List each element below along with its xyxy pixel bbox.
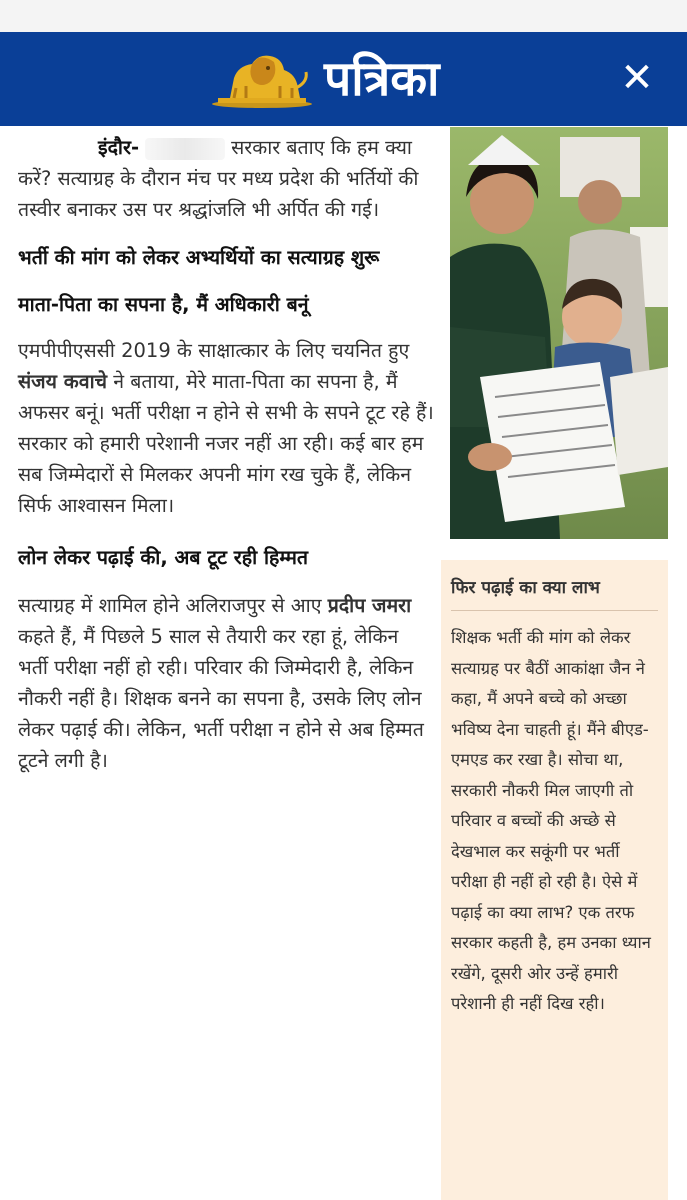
brand-logo xyxy=(208,44,440,114)
subheading-1: भर्ती की मांग को लेकर अभ्यर्थियों का सत्याग्रह शुरू xyxy=(18,246,380,269)
paragraph-3-text-b: कहते हैं, मैं पिछले 5 साल से तैयारी कर रहा हूं, लेकिन भर्ती परीक्षा नहीं हो रही। परिवार की जिम्मेदारी है, लेकिन नौकरी नहीं है। शिक्षक बनने का सपना है, उसके लिए लोन लेकर पढ़ाई की। लेकिन, भर्ती परीक्षा न होने से अब हिम्मत टूटने लगी है। xyxy=(18,625,424,772)
paragraph-2 xyxy=(18,335,434,521)
person-name-2: प्रदीप जमरा xyxy=(327,594,412,617)
app-header xyxy=(0,32,687,126)
status-strip xyxy=(0,0,687,32)
dateline-city: इंदौर- xyxy=(98,136,140,159)
news-photo xyxy=(450,127,668,539)
paragraph-3 xyxy=(18,590,434,776)
paragraph-3-text-a: सत्याग्रह में शामिल होने अलिराजपुर से आए xyxy=(18,594,322,617)
paragraph-2-text-b: ने बताया, मेरे माता-पिता का सपना है, मैं अफसर बनूं। भर्ती परीक्षा न होने से सभी के सपने टूट रहे हैं। सरकार को हमारी परेशानी नजर नहीं आ रही। कई बार हम सब जिम्मेदारों से मिलकर अपनी मांग रख चुके हैं, लेकिन सिर्फ आश्वासन मिला। xyxy=(18,370,434,517)
sidebar-title: फिर पढ़ाई का क्या लाभ xyxy=(451,578,600,598)
sidebar-divider xyxy=(451,610,658,611)
article-body xyxy=(18,132,434,776)
sidebar-box xyxy=(441,560,668,1200)
subheading-2: माता-पिता का सपना है, मैं अधिकारी बनूं xyxy=(18,293,309,316)
lion-emblem-icon xyxy=(208,48,316,110)
close-button[interactable]: ✕ xyxy=(620,55,654,101)
intro-paragraph xyxy=(18,132,434,225)
redacted-area xyxy=(145,138,225,160)
protest-photo-image xyxy=(450,127,668,539)
brand-name: पत्रिका xyxy=(324,51,440,107)
intro-text: सरकार बताए कि हम क्या करें? सत्याग्रह के दौरान मंच पर मध्य प्रदेश की भर्तियों की तस्वीर बनाकर उस पर श्रद्धांजलि भी अर्पित की गई। xyxy=(18,136,419,221)
paragraph-2-text-a: एमपीपीएससी 2019 के साक्षात्कार के लिए चयनित हुए xyxy=(18,339,410,362)
sidebar-text: शिक्षक भर्ती की मांग को लेकर सत्याग्रह पर बैठीं आकांक्षा जैन ने कहा, मैं अपने बच्चे को अच्छा भविष्य देना चाहती हूं। मैंने बीएड-एमएड कर रखा है। सोचा था, सरकारी नौकरी मिल जाएगी तो परिवार व बच्चों की अच्छे से देखभाल कर सकूंगी पर भर्ती परीक्षा ही नहीं हो रही है। ऐसे में पढ़ाई का क्या लाभ? एक तरफ सरकार कहती है, हम उनका ध्यान रखेंगे, दूसरी ओर उन्हें हमारी परेशानी ही नहीं दिख रही। xyxy=(451,628,651,1013)
subheading-3: लोन लेकर पढ़ाई की, अब टूट रही हिम्मत xyxy=(18,546,308,569)
person-name-1: संजय कवाचे xyxy=(18,370,108,393)
